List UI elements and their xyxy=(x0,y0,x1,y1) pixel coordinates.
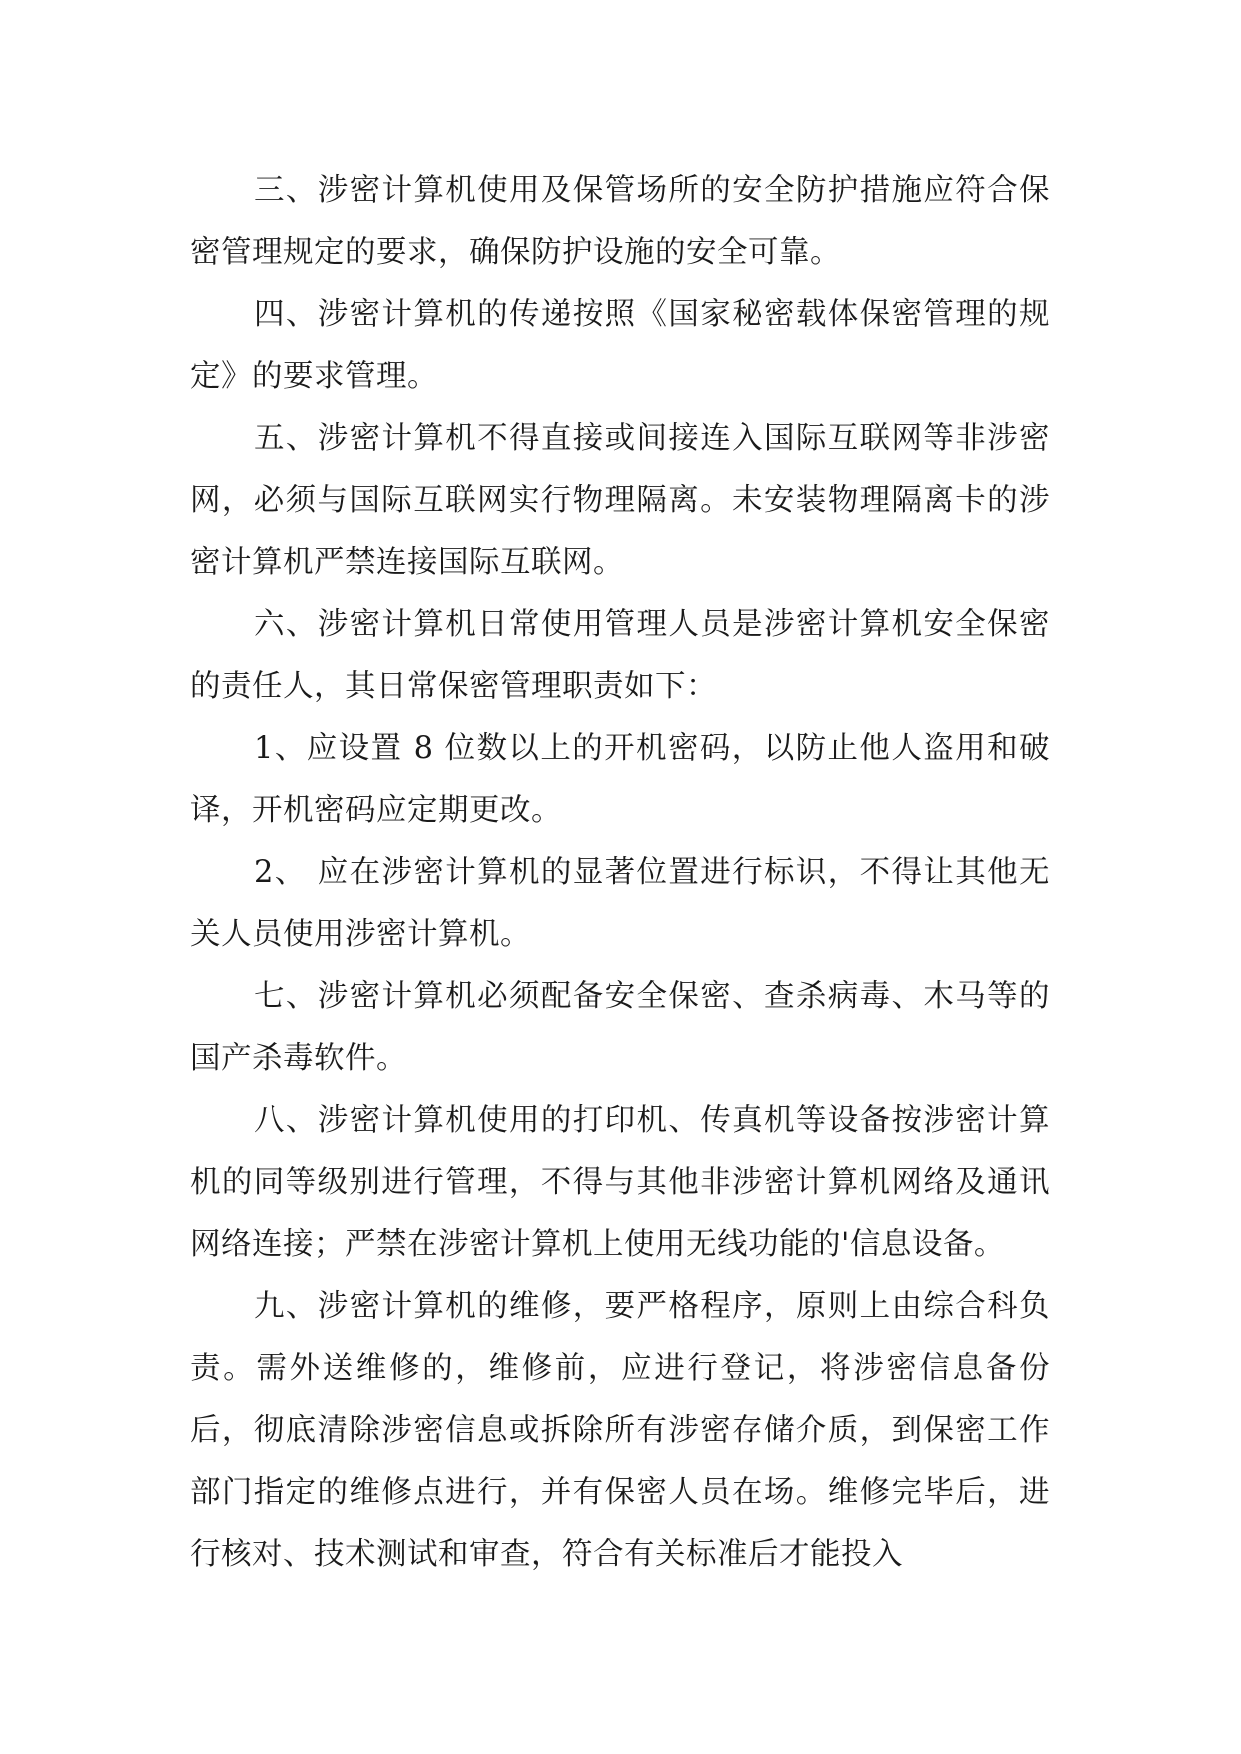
document-body xyxy=(190,160,1050,1586)
paragraph-6-item-1: 1、应设置 8 位数以上的开机密码，以防止他人盗用和破译，开机密码应定期更改。 xyxy=(190,731,1050,828)
paragraph-5: 五、涉密计算机不得直接或间接连入国际互联网等非涉密网，必须与国际互联网实行物理隔离。未安装物理隔离卡的涉密计算机严禁连接国际互联网。 xyxy=(190,421,1050,580)
paragraph-4: 四、涉密计算机的传递按照《国家秘密载体保密管理的规定》的要求管理。 xyxy=(190,297,1050,394)
paragraph-6-item-2: 2、 应在涉密计算机的显著位置进行标识，不得让其他无关人员使用涉密计算机。 xyxy=(190,855,1050,952)
paragraph-7: 七、涉密计算机必须配备安全保密、查杀病毒、木马等的国产杀毒软件。 xyxy=(190,979,1050,1076)
paragraph-6: 六、涉密计算机日常使用管理人员是涉密计算机安全保密的责任人，其日常保密管理职责如下： xyxy=(190,607,1050,704)
paragraph-3: 三、涉密计算机使用及保管场所的安全防护措施应符合保密管理规定的要求，确保防护设施的安全可靠。 xyxy=(190,173,1050,270)
paragraph-9: 九、涉密计算机的维修，要严格程序，原则上由综合科负责。需外送维修的，维修前，应进行登记，将涉密信息备份后，彻底清除涉密信息或拆除所有涉密存储介质，到保密工作部门指定的维修点进行，并有保密人员在场。维修完毕后，进行核对、技术测试和审查，符合有关标准后才能投入 xyxy=(190,1289,1050,1572)
paragraph-8: 八、涉密计算机使用的打印机、传真机等设备按涉密计算机的同等级别进行管理，不得与其他非涉密计算机网络及通讯网络连接；严禁在涉密计算机上使用无线功能的'信息设备。 xyxy=(190,1103,1050,1262)
